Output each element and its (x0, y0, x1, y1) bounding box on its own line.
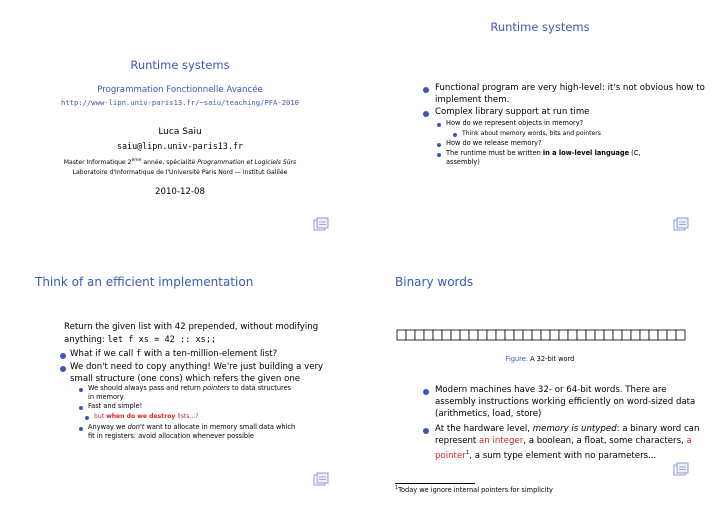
bit-cell (424, 330, 433, 340)
beamer-nav-icon[interactable] (672, 217, 690, 233)
bit-cell (541, 330, 550, 340)
presentation-date: 2010-12-08 (155, 187, 205, 197)
bullet-icon (423, 111, 429, 117)
beamer-nav-icon[interactable] (312, 472, 330, 488)
beamer-nav-icon[interactable] (312, 217, 330, 233)
bullet-text (435, 423, 699, 435)
bit-cell (442, 330, 451, 340)
bullet-text: small structure (one cons) which refers the given one (70, 374, 301, 384)
text-run: , a boolean, a float, some characters, (523, 436, 687, 446)
affiliation-specialty: Programmation et Logiciels Sûrs (197, 159, 297, 167)
bit-cell (568, 330, 577, 340)
sub-bullet-text: Fast and simple! (88, 402, 143, 410)
bit-cell (622, 330, 631, 340)
bit-cell (514, 330, 523, 340)
text-run-italic: pointers (202, 384, 230, 392)
sub-bullet-icon (79, 406, 83, 410)
text-run: want to allocate in memory small data which (144, 423, 296, 431)
text-run: but (94, 413, 107, 420)
bullet-text: Complex library support at run time (435, 107, 590, 117)
figure-caption-label: Figure: (505, 355, 528, 363)
bit-cell (469, 330, 478, 340)
bit-cell (406, 330, 415, 340)
intro-text: Return the given list with 42 prepended, without modifying (64, 322, 319, 332)
bit-cell (658, 330, 667, 340)
sub-bullet-text: assembly) (446, 158, 480, 166)
course-url[interactable]: http://www-lipn.univ-paris13.fr/~saiu/teaching/PFA-2010 (61, 98, 299, 107)
text-run-highlight: an integer (479, 436, 524, 446)
footnote (395, 486, 553, 494)
text-run: Anyway we (88, 423, 128, 431)
bullet-text (435, 447, 656, 462)
bullet-text: Functional program are very high-level: it's not obvious how to (435, 83, 705, 93)
course-name: Programmation Fonctionnelle Avancée (97, 85, 263, 95)
bullet-text: assembly instructions working efficiently on word-sized data (435, 397, 696, 407)
sub-bullet-icon (79, 388, 83, 392)
bullet-icon (423, 389, 429, 395)
sub-bullet-icon (437, 153, 441, 157)
sub-sub-bullet-icon (85, 416, 89, 420)
slide-heading: Binary words (395, 275, 474, 289)
bit-cell (478, 330, 487, 340)
text-run-italic: memory is untyped (532, 424, 617, 434)
footnote-text: Today we ignore internal pointers for simplicity (398, 486, 553, 495)
code-snippet: let f xs = 42 :: xs;; (107, 335, 217, 345)
bit-cell (613, 330, 622, 340)
author-name: Luca Saiu (158, 127, 202, 137)
bit-cell (631, 330, 640, 340)
text-run-bold: in a low-level language (542, 149, 630, 157)
bullet-text: implement them. (435, 95, 510, 105)
text-run: anything: (64, 335, 108, 345)
sub-bullet-text: How do we release memory? (446, 139, 542, 147)
beamer-nav-icon[interactable] (672, 462, 690, 478)
slide-heading: Runtime systems (490, 20, 590, 34)
bullet-text: (arithmetics, load, store) (435, 409, 542, 419)
text-run: What if we call (70, 349, 137, 359)
sub-sub-bullet-icon (453, 133, 457, 137)
slide-runtime-systems (360, 0, 720, 255)
sub-bullet-icon (437, 123, 441, 127)
text-run: The runtime must be written (446, 149, 543, 157)
text-run-italic: don't (127, 423, 145, 431)
bit-cell (604, 330, 613, 340)
bit-cell (676, 330, 685, 340)
sub-sub-bullet-text (94, 412, 199, 421)
bullet-icon (60, 353, 66, 359)
bit-cell (460, 330, 469, 340)
bullet-icon (423, 428, 429, 434)
bit-cell (415, 330, 424, 340)
text-run: with a ten-million-element list? (141, 349, 278, 359)
bullet-icon (60, 366, 66, 372)
bit-cell (649, 330, 658, 340)
text-run: At the hardware level, (435, 424, 533, 434)
affiliation-line-1 (0, 158, 360, 166)
text-run-bold: when do we destroy (106, 413, 176, 420)
bit-cell (577, 330, 586, 340)
slide-heading: Think of an efficient implementation (35, 275, 254, 289)
sub-sub-bullet-text: Think about memory words, bits and pointers (462, 130, 601, 137)
footnote-ref[interactable]: 1 (465, 450, 470, 456)
sub-bullet-text: How do we represent objects in memory? (446, 119, 584, 127)
sub-bullet-text: in memory (88, 393, 124, 401)
bullet-text (70, 348, 277, 360)
sub-bullet-icon (437, 143, 441, 147)
bit-cell (595, 330, 604, 340)
text-run-highlight: a (686, 436, 692, 446)
text-run: (C, (629, 149, 641, 157)
bit-cell (550, 330, 559, 340)
bit-cell (505, 330, 514, 340)
footnote-rule (395, 483, 475, 484)
bit-cell (451, 330, 460, 340)
text-run: , a sum type element with no parameters... (469, 450, 657, 461)
sub-bullet-icon (79, 427, 83, 431)
text-run-highlight: pointer (435, 450, 466, 461)
bullet-text (435, 435, 692, 447)
code-snippet: f (136, 349, 142, 359)
bullet-text: We don't need to copy anything! We're just building a very (70, 362, 324, 372)
affiliation-part: Master Informatique 2 (63, 159, 132, 167)
text-run: We should always pass and return (88, 384, 203, 392)
bit-cell (496, 330, 505, 340)
bit-cell (640, 330, 649, 340)
bit-cell (487, 330, 496, 340)
intro-text (64, 334, 216, 346)
binary-word-diagram (396, 329, 686, 341)
author-email[interactable]: saiu@lipn.univ-paris13.fr (116, 141, 244, 151)
bullet-text: Modern machines have 32- or 64-bit words. There are (435, 385, 667, 395)
bit-cell (559, 330, 568, 340)
bit-cell (532, 330, 541, 340)
text-run: to data structures (229, 384, 292, 392)
footnote-mark: 1 (395, 486, 399, 491)
bit-cell (397, 330, 406, 340)
text-run: lists...? (175, 413, 199, 420)
bit-cell (586, 330, 595, 340)
bit-cell (433, 330, 442, 340)
text-run: : a binary word can (616, 424, 700, 434)
affiliation-part: année, spécialité (141, 159, 198, 167)
slide-binary-words (360, 255, 720, 510)
affiliation-line-2: Laboratoire d'Informatique de l'Université Paris Nord — Institut Galilée (72, 169, 288, 176)
slide-title-heading: Runtime systems (130, 58, 230, 72)
slide-title (0, 0, 360, 255)
bit-cell (667, 330, 676, 340)
bit-cell (523, 330, 532, 340)
figure-caption-text: A 32-bit word (527, 355, 575, 363)
affiliation-sup: ème (131, 158, 142, 163)
slide-efficient-implementation (0, 255, 360, 510)
bullet-icon (423, 87, 429, 93)
sub-bullet-text: fit in registers: avoid allocation whenever possible (88, 432, 254, 440)
figure-caption (360, 355, 720, 363)
text-run: represent (435, 436, 480, 446)
